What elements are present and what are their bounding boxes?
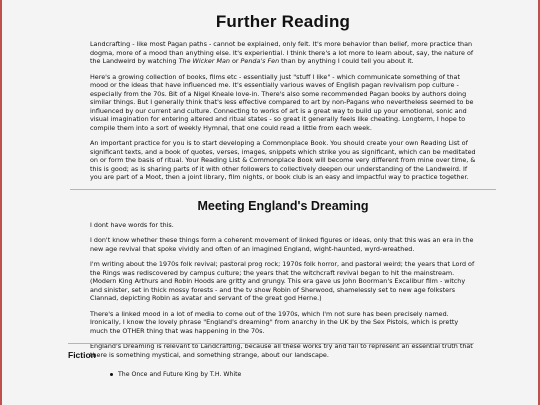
fiction-list (110, 370, 241, 379)
wicker-man-title: The Wicker Man (178, 57, 230, 65)
page-title: Further Reading (215, 12, 351, 31)
fiction-heading: Fiction (68, 350, 96, 360)
dreaming-paragraph-2: I don't know whether these things form a coherent movement of linked figures or ideas, only that this was an era in the new age revival that spoke vividly and often of an imagined England, wight-haunted, wyrd-wreathed. (90, 236, 474, 253)
pendas-fen-title: Penda's Fen (240, 57, 280, 65)
section-heading-englands-dreaming: Meeting England's Dreaming (197, 198, 369, 213)
dreaming-paragraph-4: There's a linked mood in a lot of media to come out of the 1970s, which I'm not sure has been precisely named. Ironically, I know the lovely phrase "England's dreaming" from anarchy in the UK by the Sex Pistols, which is pretty much the OTHER thing that was happening in the 70s. (90, 309, 459, 335)
dreaming-paragraph-5: England's Dreaming is relevant to Landcrafting, because all these works try and fail to represent an essential truth that there is something mystical, and something strange, about our landscape. (90, 342, 473, 359)
section-divider (70, 189, 496, 190)
intro-text-c: than by anything I could tell you about it. (279, 57, 414, 65)
intro-text-b: or (229, 57, 241, 65)
dreaming-paragraph-3: I'm writing about the 1970s folk revival; pastoral prog rock; 1970s folk horror, and pastoral weird; the years that Lord of the Rings was rediscovered by campus culture; the years that the witchcraft revival began to hit the mainstream. (Modern King Arthurs and Robin Hoods are gritty and grungy. This era gave us John Boorman's Excalibur film - witchy and sinister, set in thick mossy forests - and the tv show Robin of Sherwood, shamelessly set to new age folksters Clannad, depicting Robin as avatar and servant of the great god Herne.) (90, 260, 475, 302)
intro-paragraph-2: Here's a growing collection of books, films etc - essentially just "stuff I like" - which communicate something of that mood or the ideas that have influenced me. It's essentially various waves of English pagan revivalism pop culture - especially from the 70s. Bit of a Nigel Kneale love-in. There's also some recommended Pagan books by authors doing similar things. But I generally think that's less effective compared to art by non-Pagans who nevertheless seemed to be influenced by our current and culture. Connecting to works of art is a great way to build up your emotional, sonic and visual imagination for entering altered and ritual states - so great it generally feels like cheating. Longterm, I hope to compile them into a sort of weekly Hymnal, that one could read a little from each week. (90, 72, 474, 132)
dreaming-paragraph-1: I dont have words for this. (90, 220, 174, 229)
intro-paragraph-1 (90, 40, 476, 66)
fiction-divider (68, 343, 474, 344)
main-content (90, 10, 476, 366)
intro-text-a: Landcrafting - like most Pagan paths - cannot be explained, only felt. It's more behavior than belief, more practice than dogma, more of a mood than anything else. It's experiential. I think there's a lot more to learn about, say, the nature of the Landweird by watching (90, 40, 474, 65)
list-item: The Once and Future King by T.H. White (110, 370, 241, 379)
intro-paragraph-3: An important practice for you is to start developing a Commonplace Book. You should create your own Reading List of significant texts, and a book of quotes, verses, images, snippets which strike you as significant, which can be meditated on or form the basis of ritual. Your Reading List & Commonplace Book will become very different from mine over time, & this is good; as is sharing parts of it with other followers to collectively deepen our understanding of the Landweird. If you are part of a Moot, then a joint library, film nights, or book club is an easy and impactful way to practice together. (90, 139, 476, 181)
